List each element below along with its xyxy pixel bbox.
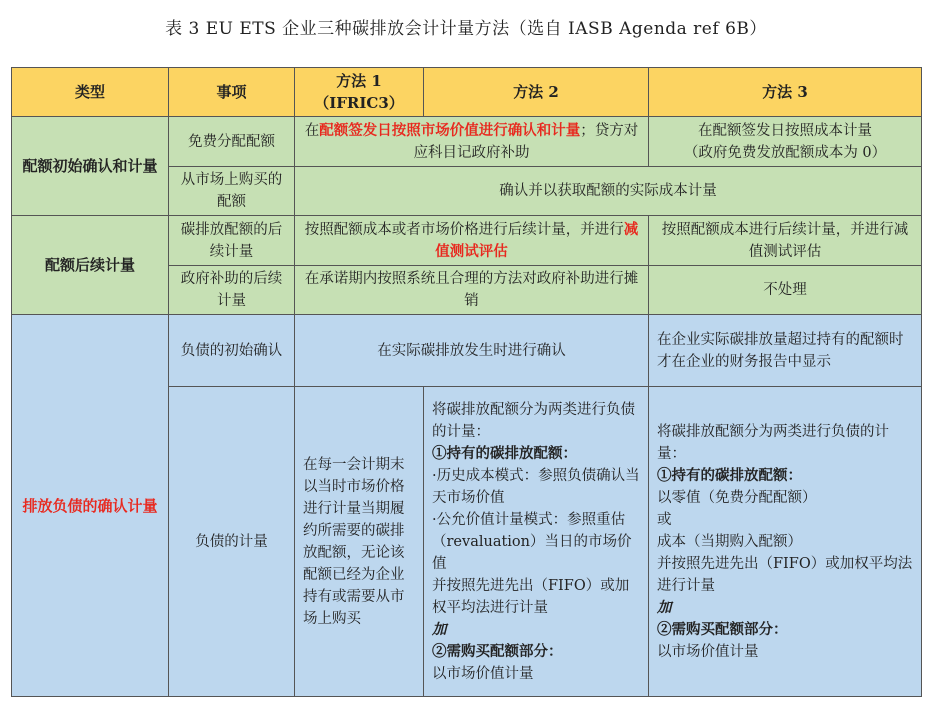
purchase-heading: ②需购买配额部分： [657,620,788,638]
text-line: 成本（当期购入配额） [657,533,802,550]
header-method-2: 方法 2 [424,68,649,117]
category-initial-recognition: 配额初始确认和计量 [12,117,169,216]
table-row [12,117,922,167]
text-segment: 按照配额成本或者市场价格进行后续计量，并进行 [304,221,624,238]
method3-free-allowance [649,117,922,167]
text-line: 将碳排放配额分为两类进行负债的计量： [657,423,889,462]
held-heading: ①持有的碳排放配额： [432,444,577,462]
header-type: 类型 [12,68,169,117]
text-line: 或 [657,511,672,528]
text-line: （政府免费发放配额成本为 0） [683,144,887,161]
text-line: 以市场价值计量 [657,643,759,660]
category-subsequent-measurement: 配额后续计量 [12,216,169,315]
method3-liability-measurement [649,387,922,697]
text-line: ·公允价值计量模式：参照重估（revaluation）当日的市场价值 [432,511,632,572]
plus-label: 加 [657,598,672,616]
item-purchased-allowance: 从市场上购买的配额 [169,167,295,216]
method1-liability-measurement: 在每一会计期末以当时市场价格进行计量当期履约所需要的碳排放配额，无论该配额已经为企业持有或需要从市场上购买 [295,387,424,697]
item-liability-measurement: 负债的计量 [169,387,295,697]
text-line: ·历史成本模式：参照负债确认当天市场价值 [432,467,640,506]
methods-table [11,67,922,697]
text-segment: 在 [304,122,320,139]
text-line: 以市场价值计量 [432,665,534,682]
text-line: 在配额签发日按照成本计量 [698,122,872,139]
all-methods-purchased-allowance: 确认并以获取配额的实际成本计量 [295,167,922,216]
text-segment: ；贷方对应科目记政府补助 [413,122,639,161]
header-item: 事项 [169,68,295,117]
method12-grant-subsequent: 在承诺期内按照系统且合理的方法对政府补助进行摊销 [295,266,649,315]
header-method-1 [295,68,424,117]
highlight-text: 减值测试评估 [435,220,639,260]
table-row [12,315,922,387]
method3-liability-initial: 在企业实际碳排放量超过持有的配额时才在企业的财务报告中显示 [649,315,922,387]
text-line: 以零值（免费分配配额） [657,489,817,506]
item-grant-subsequent: 政府补助的后续计量 [169,266,295,315]
item-liability-initial: 负债的初始确认 [169,315,295,387]
category-liability-recognition: 排放负债的确认计量 [12,315,169,697]
method3-allowance-subsequent: 按照配额成本进行后续计量，并进行减值测试评估 [649,216,922,266]
header-method-1-name: 方法 1 [336,72,382,90]
text-line: 将碳排放配额分为两类进行负债的计量： [432,401,635,440]
table-title: 表 3 EU ETS 企业三种碳排放会计计量方法（选自 IASB Agenda ref 6B） [165,19,767,39]
text-line: 并按照先进先出（FIFO）或加权平均法进行计量 [432,577,630,616]
purchase-heading: ②需购买配额部分： [432,642,563,660]
plus-label: 加 [432,620,447,638]
method12-allowance-subsequent [295,216,649,266]
header-method-1-ref: （IFRIC3） [314,94,404,112]
method12-liability-initial: 在实际碳排放发生时进行确认 [295,315,649,387]
header-method-3: 方法 3 [649,68,922,117]
method2-liability-measurement [424,387,649,697]
header-row [12,68,922,117]
held-heading: ①持有的碳排放配额： [657,466,802,484]
method3-grant-subsequent: 不处理 [649,266,922,315]
method12-free-allowance [295,117,649,167]
text-line: 并按照先进先出（FIFO）或加权平均法进行计量 [657,555,913,594]
item-free-allowance: 免费分配配额 [169,117,295,167]
table-row [12,216,922,266]
item-allowance-subsequent: 碳排放配额的后续计量 [169,216,295,266]
highlight-text: 配额签发日按照市场价值进行确认和计量 [319,121,581,139]
